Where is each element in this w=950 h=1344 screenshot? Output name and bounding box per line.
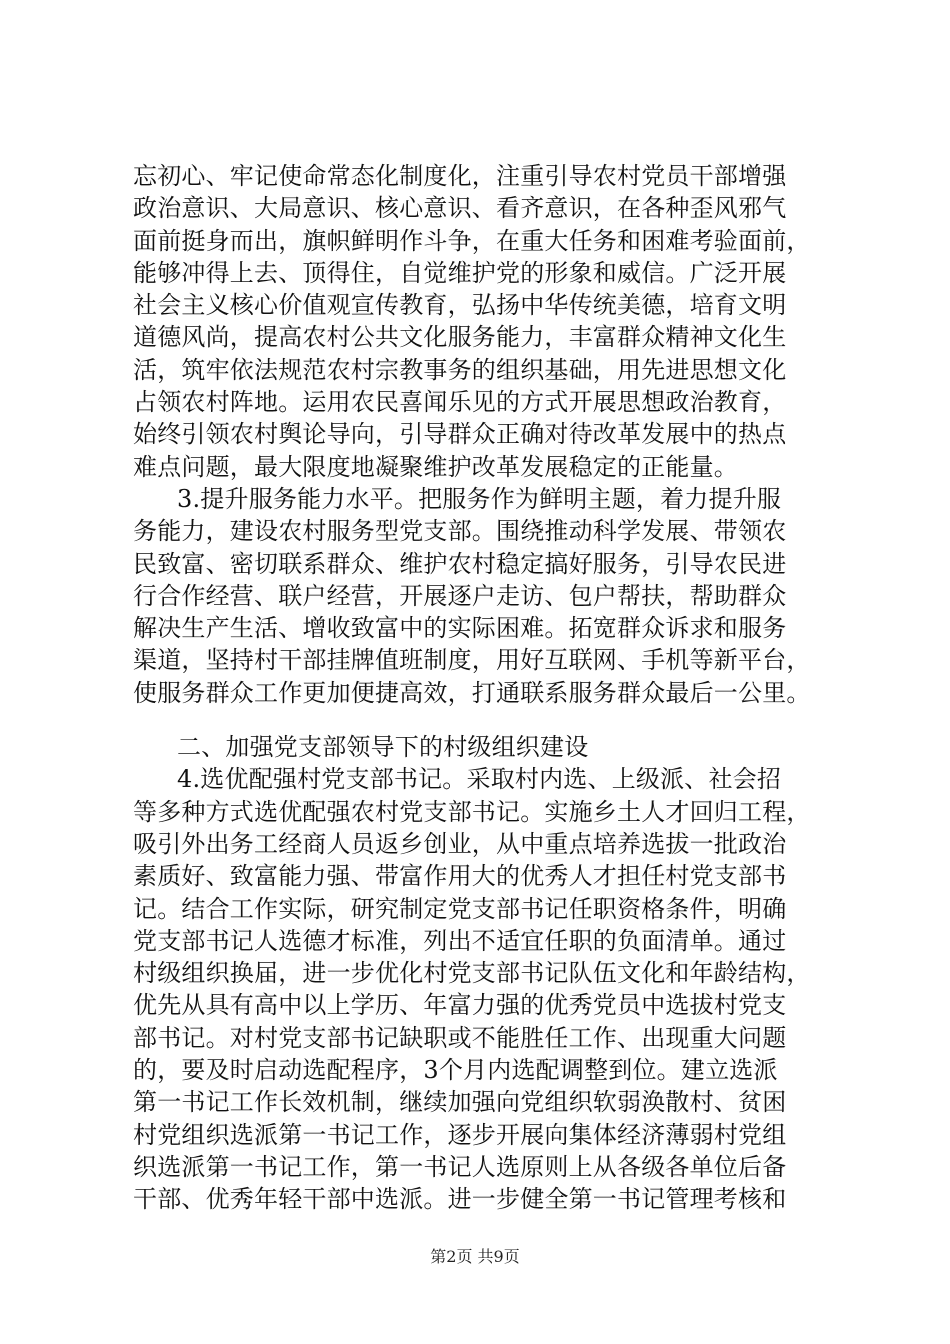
body-line: 忘初心、牢记使命常态化制度化，注重引导农村党员干部增强 — [133, 162, 787, 190]
body-line: 行合作经营、联户经营，开展逐户走访、包户帮扶，帮助群众 — [133, 581, 787, 610]
body-line: 素质好、致富能力强、带富作用大的优秀人才担任村党支部书 — [133, 862, 787, 891]
page-indicator: 第2页 共9页 — [430, 1247, 520, 1266]
body-line: 社会主义核心价值观宣传教育，弘扬中华传统美德，培育文明 — [133, 291, 787, 320]
body-line: 吸引外出务工经商人员返乡创业，从中重点培养选拔一批政治 — [133, 829, 787, 858]
body-line: 织选派第一书记工作，第一书记人选原则上从各级各单位后备 — [133, 1152, 787, 1181]
body-line: 活，筑牢依法规范农村宗教事务的组织基础，用先进思想文化 — [133, 355, 787, 384]
body-line: 始终引领农村舆论导向，引导群众正确对待改革发展中的热点 — [133, 420, 787, 449]
body-line: 部书记。对村党支部书记缺职或不能胜任工作、出现重大问题 — [133, 1023, 787, 1052]
paragraph-4-first-line: 4.选优配强村党支部书记。采取村内选、上级派、社会招 — [177, 765, 782, 794]
section-heading: 二、加强党支部领导下的村级组织建设 — [177, 733, 589, 762]
body-line: 面前挺身而出，旗帜鲜明作斗争，在重大任务和困难考验面前， — [133, 226, 811, 255]
body-line: 道德风尚，提高农村公共文化服务能力，丰富群众精神文化生 — [133, 323, 787, 352]
body-line: 民致富、密切联系群众、维护农村稳定搞好服务，引导农民进 — [133, 549, 787, 578]
body-line: 干部、优秀年轻干部中选派。进一步健全第一书记管理考核和 — [133, 1185, 787, 1214]
paragraph-3-first-line: 3.提升服务能力水平。把服务作为鲜明主题，着力提升服 — [177, 484, 782, 513]
body-line: 记。结合工作实际，研究制定党支部书记任职资格条件，明确 — [133, 894, 787, 923]
body-line: 村级组织换届，进一步优化村党支部书记队伍文化和年龄结构， — [133, 959, 811, 988]
body-line: 村党组织选派第一书记工作，逐步开展向集体经济薄弱村党组 — [133, 1120, 787, 1149]
body-line: 政治意识、大局意识、核心意识、看齐意识，在各种歪风邪气 — [133, 194, 787, 223]
body-line: 解决生产生活、增收致富中的实际困难。拓宽群众诉求和服务 — [133, 614, 787, 643]
body-line: 的，要及时启动选配程序，3个月内选配调整到位。建立选派 — [133, 1056, 778, 1085]
document-body — [133, 160, 833, 1216]
body-line: 占领农村阵地。运用农民喜闻乐见的方式开展思想政治教育， — [133, 388, 787, 417]
body-line: 难点问题，最大限度地凝聚维护改革发展稳定的正能量。 — [133, 452, 738, 481]
body-line: 优先从具有高中以上学历、年富力强的优秀党员中选拔村党支 — [133, 991, 787, 1020]
body-line: 务能力，建设农村服务型党支部。围绕推动科学发展、带领农 — [133, 517, 787, 546]
body-line: 能够冲得上去、顶得住，自觉维护党的形象和威信。广泛开展 — [133, 258, 787, 287]
body-line: 党支部书记人选德才标准，列出不适宜任职的负面清单。通过 — [133, 926, 787, 955]
section-spacer — [133, 709, 833, 731]
body-line: 渠道，坚持村干部挂牌值班制度，用好互联网、手机等新平台， — [133, 646, 811, 675]
body-line: 等多种方式选优配强农村党支部书记。实施乡土人才回归工程， — [133, 797, 811, 826]
body-line: 第一书记工作长效机制，继续加强向党组织软弱涣散村、贫困 — [133, 1088, 787, 1117]
body-line: 使服务群众工作更加便捷高效，打通联系服务群众最后一公里。 — [133, 678, 811, 707]
